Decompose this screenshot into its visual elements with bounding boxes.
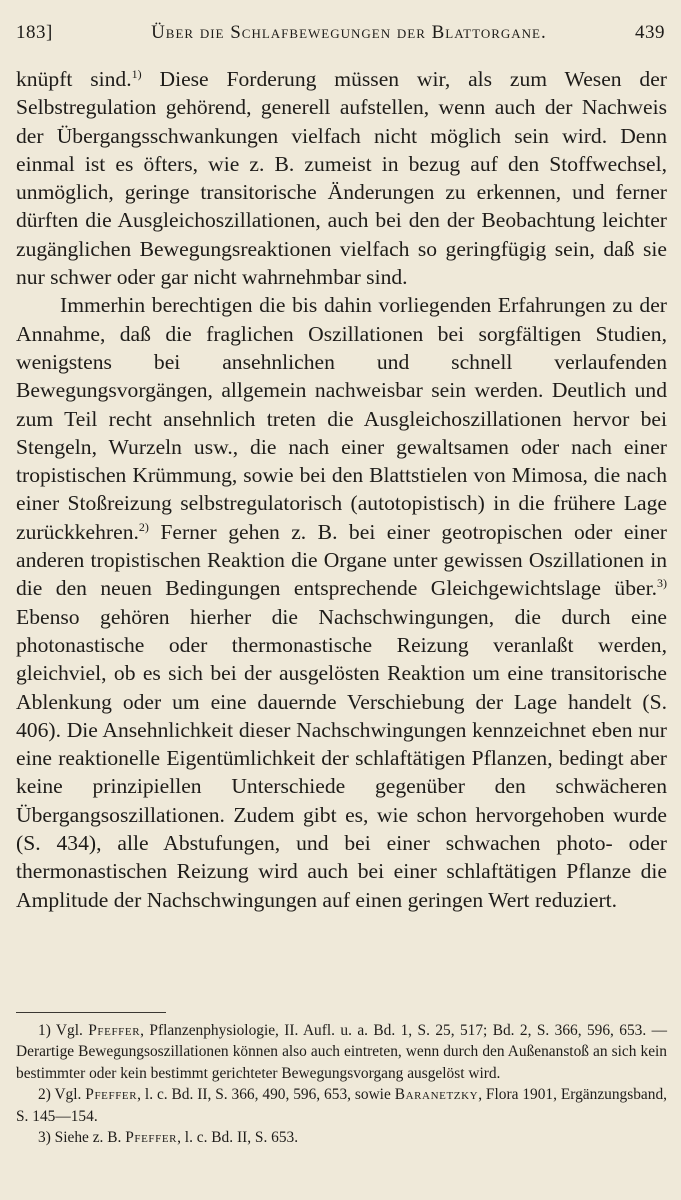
paragraph-2-part-a: Immerhin berechtigen die bis dahin vorliegenden Erfahrungen zu der Annahme, daß die fraglichen Oszillationen bei sorgfältigen Studien, wenigstens bei ansehnlichen und schnell verlaufenden Bewegungsvorgängen, allgemein nachweisbar sein werden. Deutlich und zum Teil recht ansehnlich treten die Ausgleichoszillationen hervor bei Stengeln, Wurzeln usw., die nach einer gewaltsamen oder nach einer tropistischen Krümmung, sowie bei den Blattstielen von Mimosa, die nach einer Stoßreizung selbstregulatorisch (autotopistisch) in die frühere Lage zurückkehren. — [16, 293, 667, 544]
running-head — [16, 22, 665, 52]
section-marker: 183] — [16, 22, 53, 43]
footnotes — [16, 1020, 667, 1148]
footnote-3-author: Pfeffer — [125, 1129, 178, 1147]
footnote-3-mark: 3) Siehe z. B. — [38, 1129, 126, 1147]
paragraph-2 — [16, 291, 667, 914]
footnote-1-mark: 1) Vgl. — [38, 1022, 89, 1039]
body-text — [16, 65, 667, 914]
footnote-1-author: Pfeffer — [88, 1022, 141, 1039]
footnote-rule — [16, 1012, 166, 1013]
footnote-3 — [16, 1127, 667, 1148]
footnote-3-text: , l. c. Bd. II, S. 653. — [177, 1129, 299, 1147]
footnote-ref-1: 1) — [131, 66, 142, 81]
footnote-2-text: , l. c. Bd. II, S. 366, 490, 596, 653, sowie — [137, 1086, 395, 1104]
footnote-ref-2: 2) — [138, 519, 149, 534]
paragraph-2-part-b: Ferner gehen z. B. bei einer geotropischen oder einer anderen tropistischen Reaktion die Organe unter gewissen Oszillationen in die den neuen Bedingungen entsprechende Gleichgewichtslage über. — [16, 519, 667, 601]
footnote-2-author-2: Baranetzky — [394, 1086, 479, 1104]
page-number: 439 — [634, 22, 665, 43]
paragraph-1-rest: Diese Forderung müssen wir, als zum Wesen der Selbstregulation gehörend, generell aufstellen, wenn auch der Nachweis der Übergangsschwankungen vielfach nicht möglich sein wird. Denn einmal ist es öfters, wie z. B. zumeist in bezug auf den Stoffwechsel, unmöglich, geringe transitorische Änderungen zu erkennen, und ferner dürften die Ausgleichoszillationen, auch bei den der Beobachtung leichter zugänglichen Bewegungsreaktionen vielfach so geringfügig sein, daß sie nur schwer oder gar nicht wahrnehmbar sind. — [16, 67, 668, 290]
paragraph-1 — [16, 65, 667, 291]
paragraph-2-part-c: Ebenso gehören hierher die Nachschwingungen, die durch eine photonastische oder thermonastische Reizung veranlaßt werden, gleichviel, ob es sich bei der ausgelösten Reaktion um eine transitorische Ablenkung oder um eine dauernde Verschiebung der Lage handelt (S. 406). Die Ansehnlichkeit dieser Nachschwingungen kennzeichnet eben nur eine reaktionelle Eigentümlichkeit der schlaftätigen Pflanzen, bedingt aber keine prinzipiellen Unterschiede gegenüber den schwächeren Übergangsoszillationen. Zudem gibt es, wie schon hervorgehoben wurde (S. 434), alle Abstufungen, und bei einer schwachen photo- oder thermonastischen Reizung wird auch bei einer schlaftätigen Pflanze die Amplitude der Nachschwingungen auf einen geringen Wert reduziert. — [16, 604, 667, 912]
footnote-2-text-2: , Flora 1901, Ergänzungsband, S. 145—154. — [16, 1086, 667, 1125]
running-title: Über die Schlafbewegungen der Blattorgane. — [151, 22, 547, 43]
footnote-ref-3: 3) — [657, 576, 667, 591]
paragraph-1-start: knüpft sind. — [16, 67, 132, 91]
footnote-2-author: Pfeffer — [85, 1086, 138, 1104]
footnote-1 — [16, 1020, 667, 1084]
footnote-1-text: , Pflanzenphysiologie, II. Aufl. u. a. Bd. 1, S. 25, 517; Bd. 2, S. 366, 596, 653. — Derartige Bewegungsoszillationen können also auch eintreten, wenn durch den Außenanstoß an sich kein bestimmter oder kein bestimmt gerichteter Bewegungsvorgang ausgelöst wird. — [16, 1022, 668, 1082]
footnote-2-mark: 2) Vgl. — [38, 1086, 86, 1104]
footnote-2 — [16, 1084, 667, 1127]
